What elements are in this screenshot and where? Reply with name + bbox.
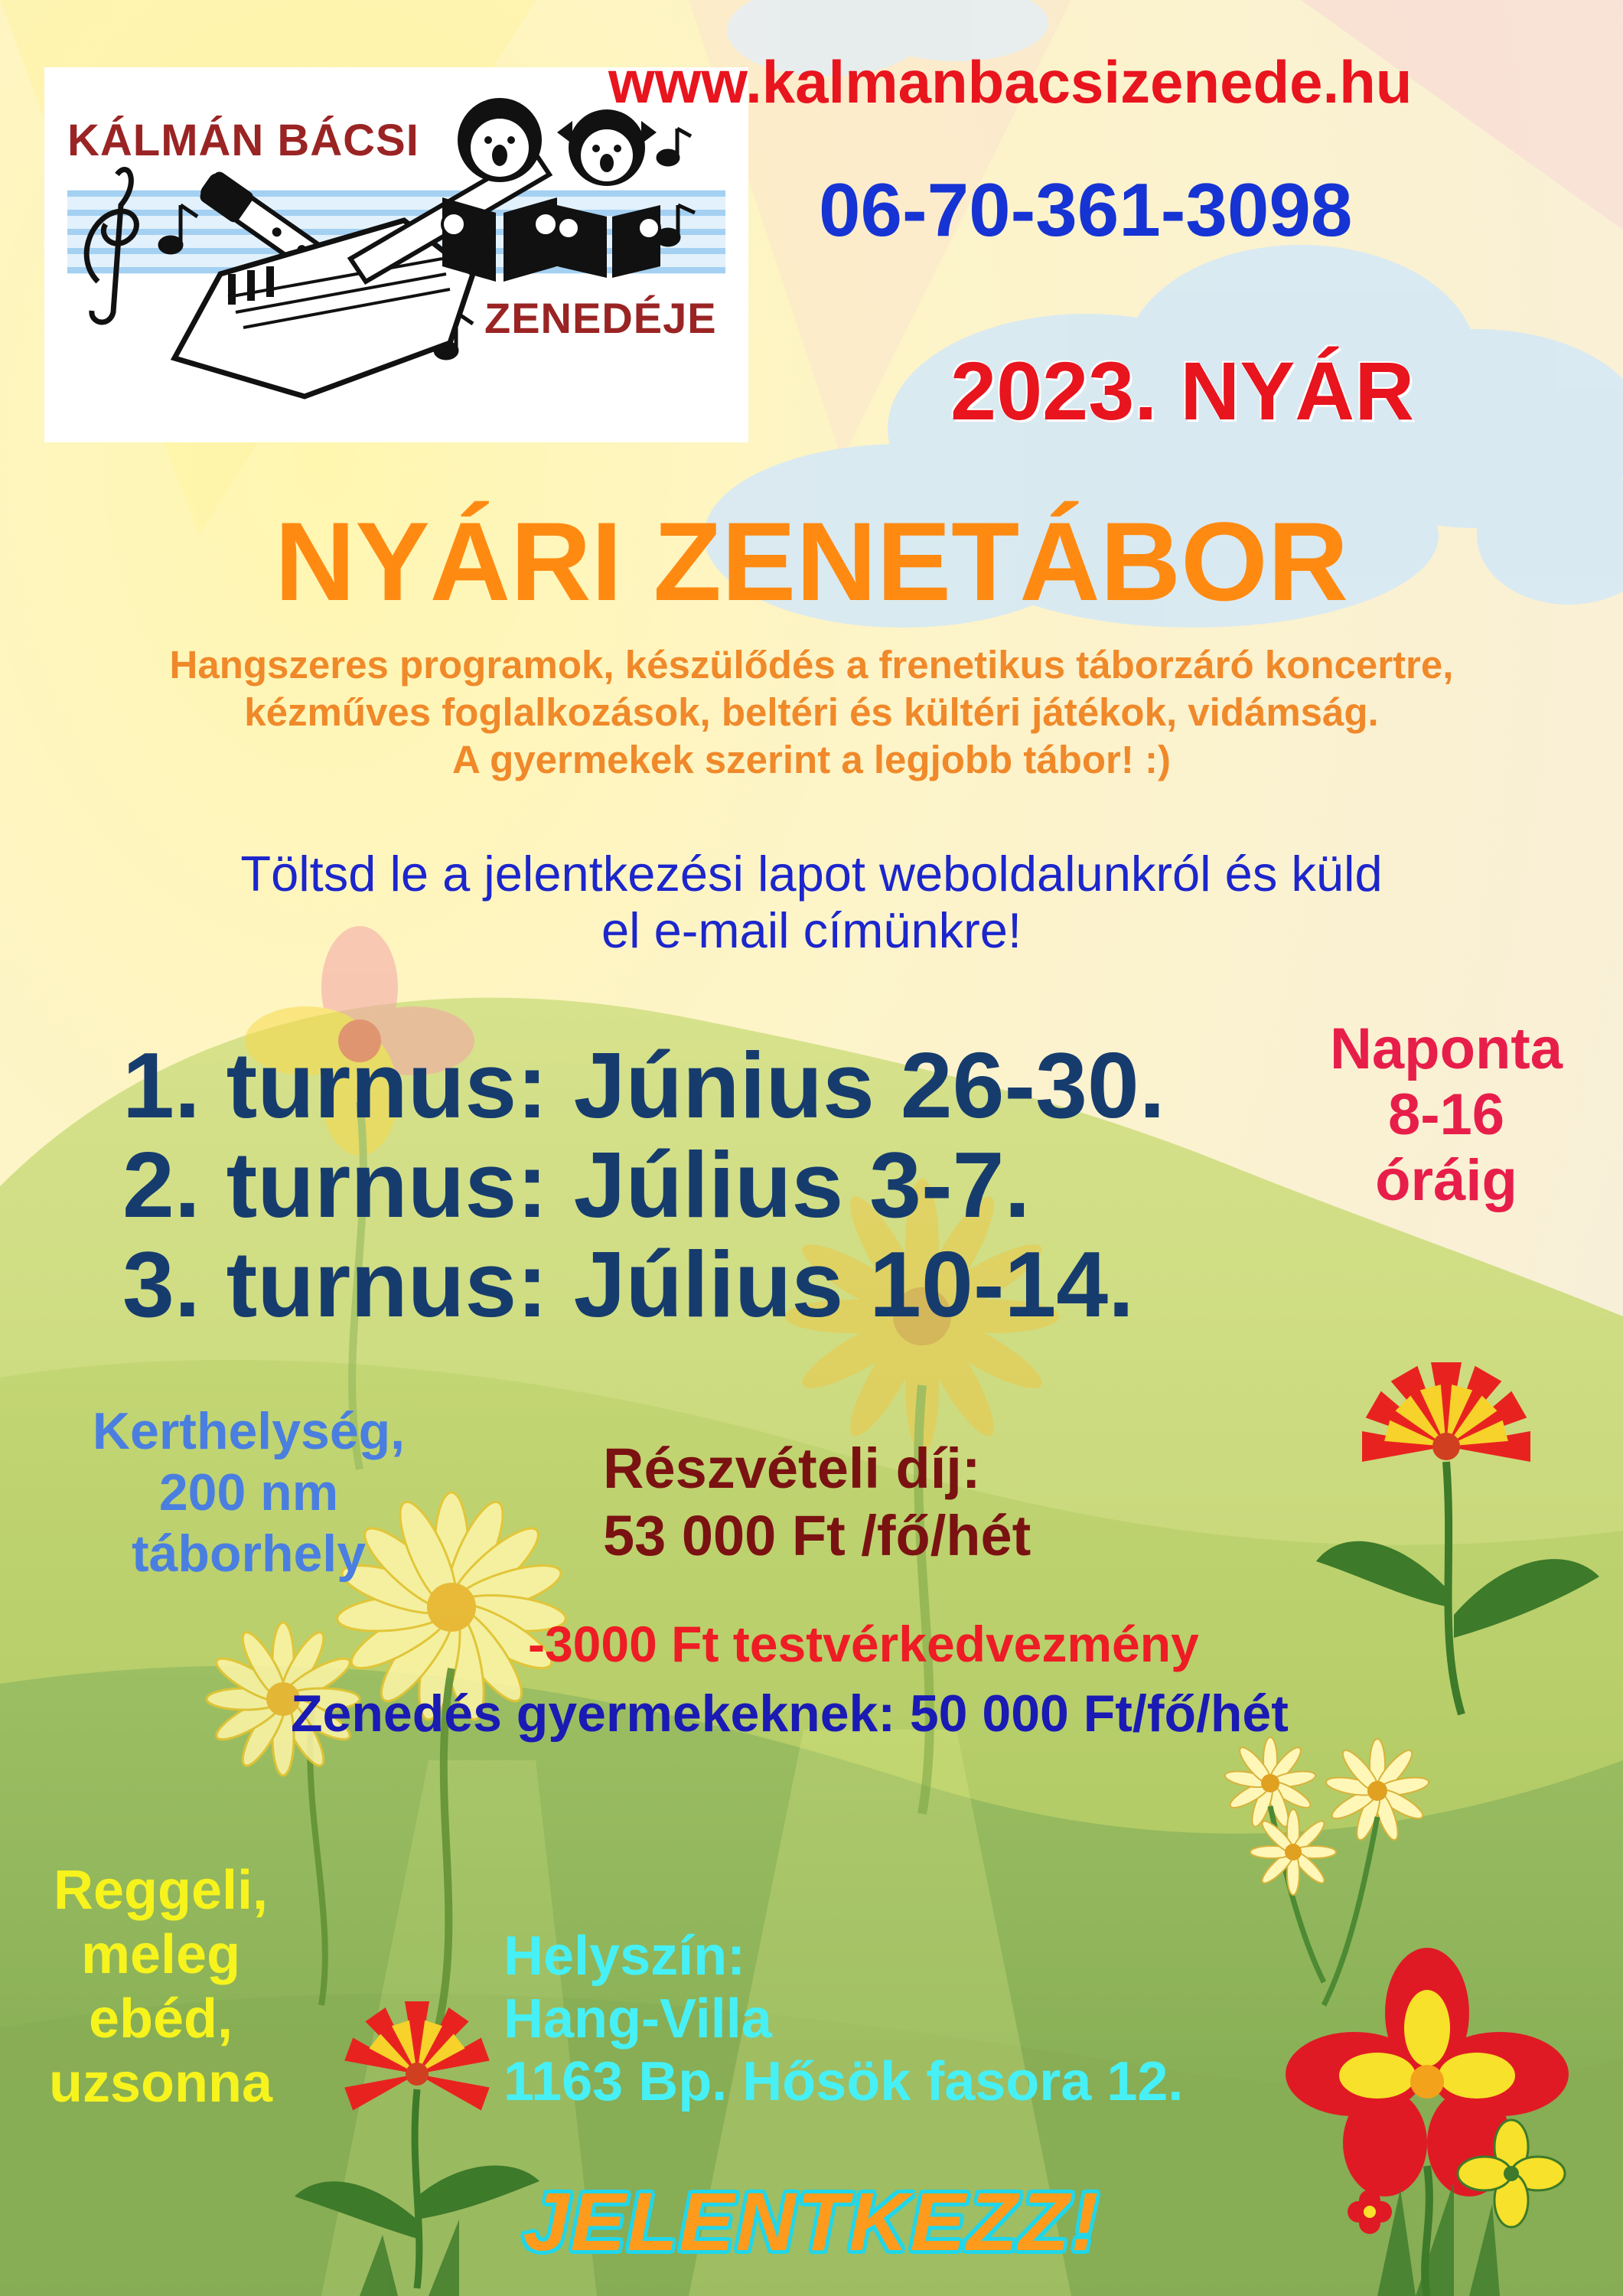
garden-line: táborhely — [131, 1525, 367, 1583]
session-2: 2. turnus: Július 3-7. — [122, 1133, 1031, 1237]
location-name: Hang-Villa — [504, 1988, 772, 2050]
description — [0, 641, 1623, 784]
session-3: 3. turnus: Július 10-14. — [122, 1232, 1135, 1336]
daily-hours-line: Naponta — [1330, 1016, 1563, 1081]
season-label: 2023. NYÁR — [950, 344, 1415, 437]
page-title: NYÁRI ZENETÁBOR — [274, 499, 1349, 624]
meals-line: uzsonna — [48, 2053, 272, 2114]
garden-line: Kerthelység, — [92, 1402, 406, 1460]
description-line: A gyermekek szerint a legjobb tábor! :) — [452, 738, 1171, 781]
registration-instructions — [0, 846, 1623, 959]
phone-number[interactable]: 06-70-361-3098 — [819, 168, 1353, 252]
flower-decoration — [1250, 1809, 1336, 1895]
meals-line: meleg — [80, 1924, 241, 1985]
fee-label: Részvételi díj: — [603, 1437, 981, 1500]
fee-amount: 53 000 Ft /fő/hét — [603, 1504, 1031, 1567]
daily-hours-line: 8-16 — [1387, 1082, 1505, 1147]
signup-call-to-action[interactable]: JELENTKEZZ! — [523, 2175, 1100, 2268]
location-info — [504, 1925, 1183, 2113]
logo-text-bottom: ZENEDÉJE — [484, 294, 717, 342]
instruction-line: Töltsd le a jelentkezési lapot weboldalunkról és küld — [240, 846, 1383, 902]
logo-text-top: KÁLMÁN BÁCSI — [67, 116, 419, 165]
meals-line: Reggeli, — [53, 1860, 269, 1921]
fee-info — [603, 1435, 1031, 1570]
daily-hours — [1286, 1016, 1607, 1214]
meals-line: ebéd, — [88, 1988, 233, 2050]
garden-info — [34, 1401, 463, 1584]
logo — [44, 67, 748, 442]
sibling-discount — [528, 1615, 1199, 1673]
description-line: Hangszeres programok, készülődés a frenetikus táborzáró koncertre, — [169, 643, 1454, 687]
meals-info — [19, 1858, 302, 2115]
website-link[interactable]: www.kalmanbacsizenede.hu — [608, 48, 1413, 116]
member-price: Zenedés gyermekeknek: 50 000 Ft/fő/hét — [291, 1684, 1289, 1743]
location-label: Helyszín: — [504, 1926, 746, 1987]
location-address: 1163 Bp. Hősök fasora 12. — [504, 2051, 1184, 2112]
sibling-discount-text: -3000 Ft testvérkedvezmény — [528, 1616, 1199, 1672]
description-line: kézműves foglalkozások, beltéri és kültéri játékok, vidámság. — [244, 690, 1379, 734]
daily-hours-line: óráig — [1375, 1148, 1517, 1213]
session-1: 1. turnus: Június 26-30. — [122, 1033, 1165, 1137]
garden-line: 200 nm — [158, 1463, 339, 1521]
instruction-line: el e-mail címünkre! — [601, 902, 1022, 958]
